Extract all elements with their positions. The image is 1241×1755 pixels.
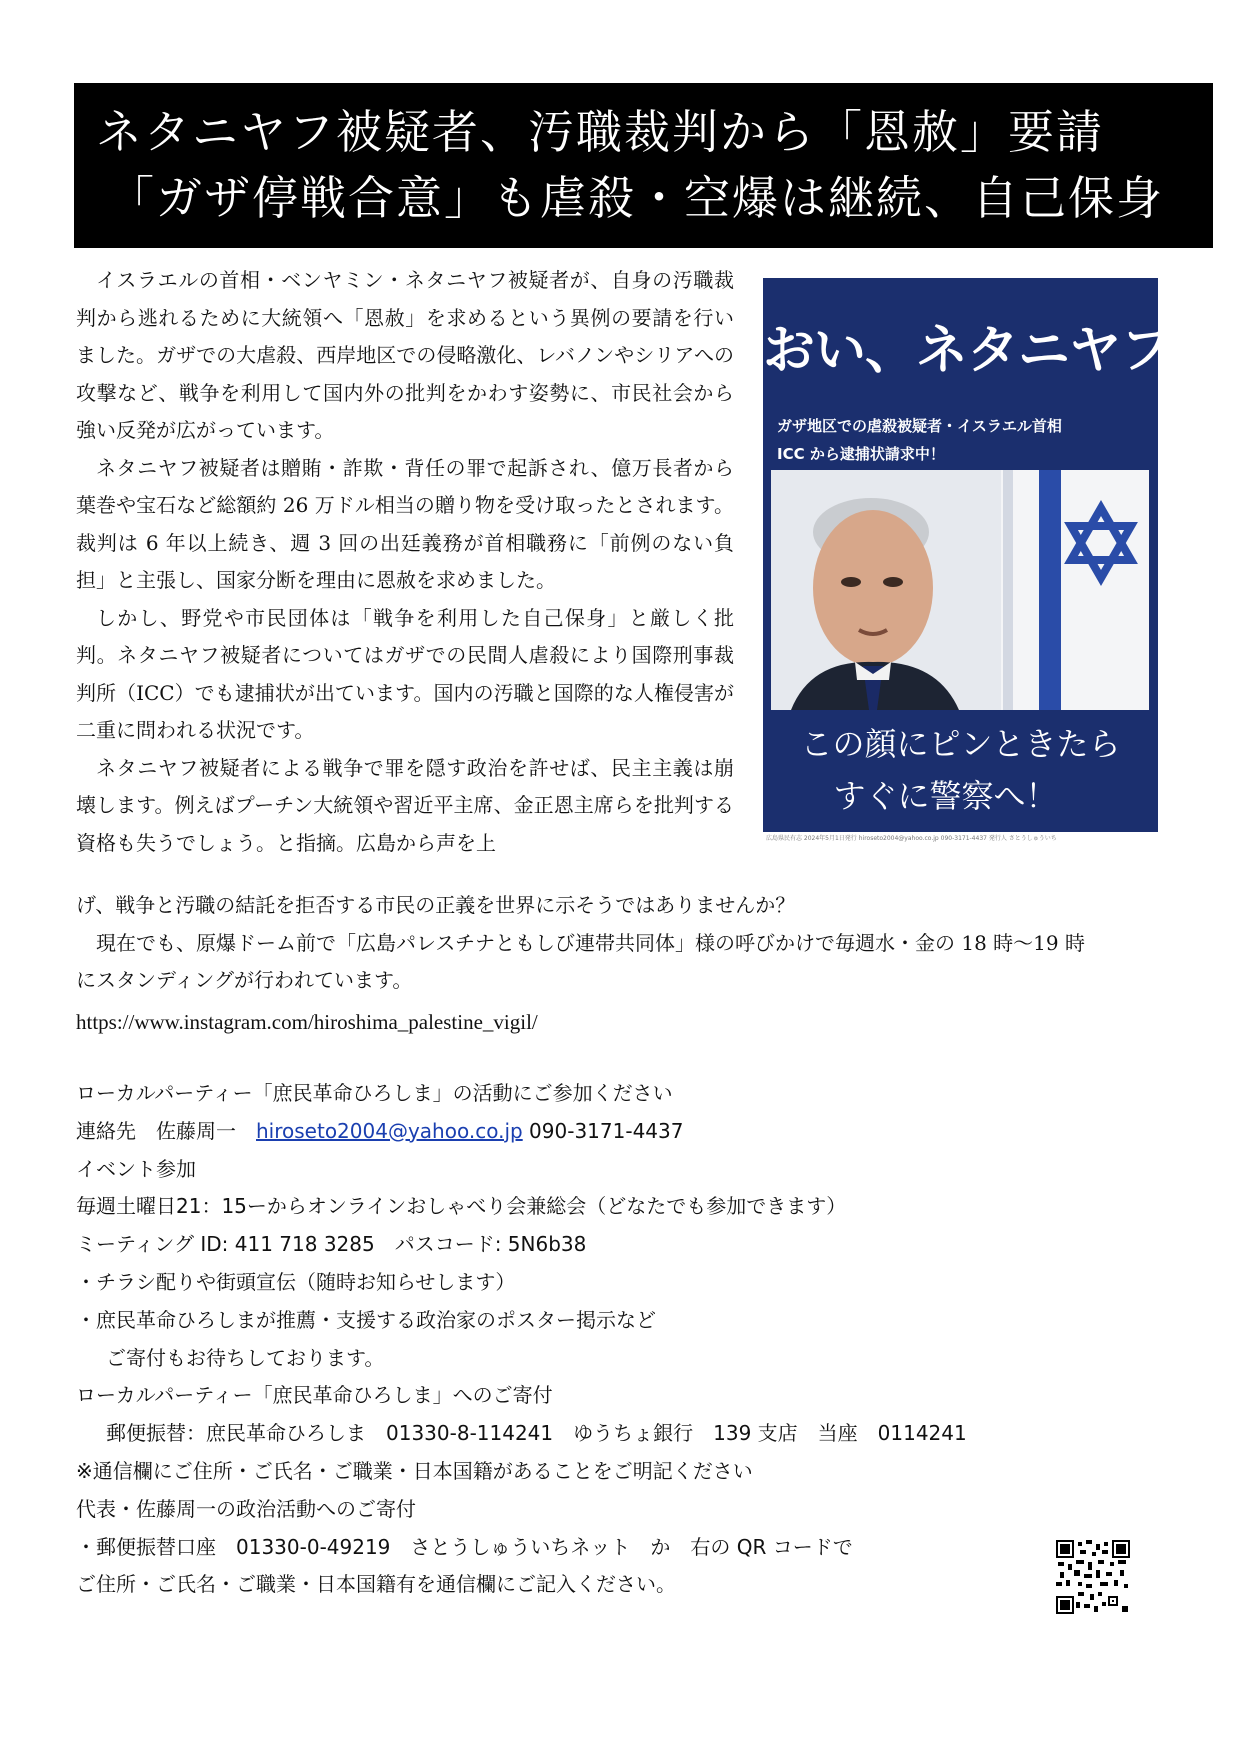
instagram-link[interactable]: https://www.instagram.com/hiroshima_palestine_vigil/ (76, 1009, 538, 1034)
wanted-poster (763, 278, 1223, 832)
headline-line-1: ネタニヤフ被疑者、汚職裁判から「恩赦」要請 (96, 105, 1104, 159)
poster-bottom-line-1: この顔にピンときたら (800, 725, 1121, 763)
rep-note: ご住所・ご氏名・ご職業・日本国籍有を通信欄にご記入ください。 (76, 1572, 676, 1597)
paragraph-3: しかし、野党や市民団体は「戦争を利用した自己保身」と厳しく批判。ネタニヤフ被疑者についてはガザでの民間人虐殺により国際刑事裁判所（ICC）でも逮捕状が出ています。国内の汚職と国際的な人権侵害が二重に問われる状況です。 (76, 605, 734, 742)
poster-footer: 広島県民有志 2024年5月1日発行 hiroseto2004@yahoo.co.jp 090-3171-4437 発行人 さとうしゅういち (766, 835, 1057, 842)
paragraph-1: イスラエルの首相・ベンヤミン・ネタニヤフ被疑者が、自身の汚職裁判から逃れるために大統領へ「恩赦」を求めるという異例の要請を行いました。ガザでの大虐殺、西岸地区での侵略激化、レバノンやシリアへの攻撃など、戦争を利用して国内外の批判をかわす姿勢に、市民社会から強い反発が広がっています。 (76, 268, 734, 442)
contact-line (76, 1113, 1076, 1151)
portrait-illustration (771, 470, 1149, 710)
donation-wait: ご寄付もお待ちしております。 (106, 1345, 385, 1370)
poster-subtitle-line-1: ガザ地区での虐殺被疑者・イスラエル首相 (777, 417, 1062, 435)
rep-donation-heading: 代表・佐藤周一の政治活動へのご寄付 (76, 1496, 416, 1521)
transfer-note: ※通信欄にご住所・ご氏名・ご職業・日本国籍があることをご明記ください (76, 1458, 753, 1483)
article-body-wide (76, 887, 1186, 1041)
info-heading: ローカルパーティー「庶民革命ひろしま」の活動にご参加ください (76, 1081, 673, 1105)
paragraph-2: ネタニヤフ被疑者は贈賄・詐欺・背任の罪で起訴され、億万長者から葉巻や宝石など総額約 26 万ドル相当の贈り物を受け取ったとされます。裁判は 6 年以上続き、週 3 回の出廷義務が首相職務に「前例のない負担」と主張し、国家分断を理由に恩赦を求めました。 (76, 455, 734, 592)
event-item: 毎週土曜日21：15ーからオンラインおしゃべり会兼総会（どなたでも参加できます） (76, 1194, 847, 1219)
poster-subtitle (777, 412, 1062, 468)
poster-bottom-line-2: すぐに警察へ！ (833, 777, 1058, 815)
rep-transfer: ・郵便振替口座 01330-0-49219 さとうしゅういちネット か 右の QR コードで (76, 1534, 853, 1559)
poster-subtitle-line-2: ICC から逮捕状請求中！ (777, 445, 945, 463)
donation-heading: ローカルパーティー「庶民革命ひろしま」へのご寄付 (76, 1383, 553, 1408)
meeting-info: ミーティング ID: 411 718 3285 パスコード: 5N6b38 (76, 1232, 587, 1257)
paragraph-5-line-1: 現在でも、原爆ドーム前で「広島パレスチナともしび連帯共同体」様の呼びかけで毎週水・金の 18 時～19 時 (76, 930, 1085, 955)
poster-title: おい、ネタニヤフ！ (763, 321, 1223, 381)
phone-number: 090-3171-4437 (522, 1118, 684, 1143)
info-section (76, 1075, 1076, 1604)
postal-transfer: 郵便振替：庶民革命ひろしま 01330-8-114241 ゆうちょ銀行 139 支店 当座 0114241 (106, 1421, 967, 1446)
bullet-posters: ・庶民革命ひろしまが推薦・支援する政治家のポスター掲示など (76, 1307, 656, 1332)
bullet-flyers: ・チラシ配りや街頭宣伝（随時お知らせします） (76, 1269, 516, 1294)
portrait-photo (771, 470, 1149, 710)
headline-banner (74, 83, 1213, 248)
email-link[interactable]: hiroseto2004@yahoo.co.jp (256, 1118, 523, 1143)
poster-bottom-text (763, 718, 1158, 822)
contact-label: 連絡先 佐藤周一 (76, 1118, 256, 1143)
paragraph-4-continuation: げ、戦争と汚職の結託を拒否する市民の正義を世界に示そうではありませんか？ (76, 893, 796, 917)
paragraph-4: ネタニヤフ被疑者による戦争で罪を隠す政治を許せば、民主主義は崩壊します。例えばプーチン大統領や習近平主席、金正恩主席らを批判する資格も失うでしょう。と指摘。広島から声を上 (76, 755, 734, 855)
event-heading: イベント参加 (76, 1156, 196, 1181)
paragraph-5-line-2: にスタンディングが行われています。 (76, 968, 413, 992)
qr-code-icon[interactable] (1056, 1540, 1130, 1614)
headline-line-2: 「ガザ停戦合意」も虐殺・空爆は継続、自己保身 (108, 171, 1164, 225)
article-body (76, 262, 734, 862)
